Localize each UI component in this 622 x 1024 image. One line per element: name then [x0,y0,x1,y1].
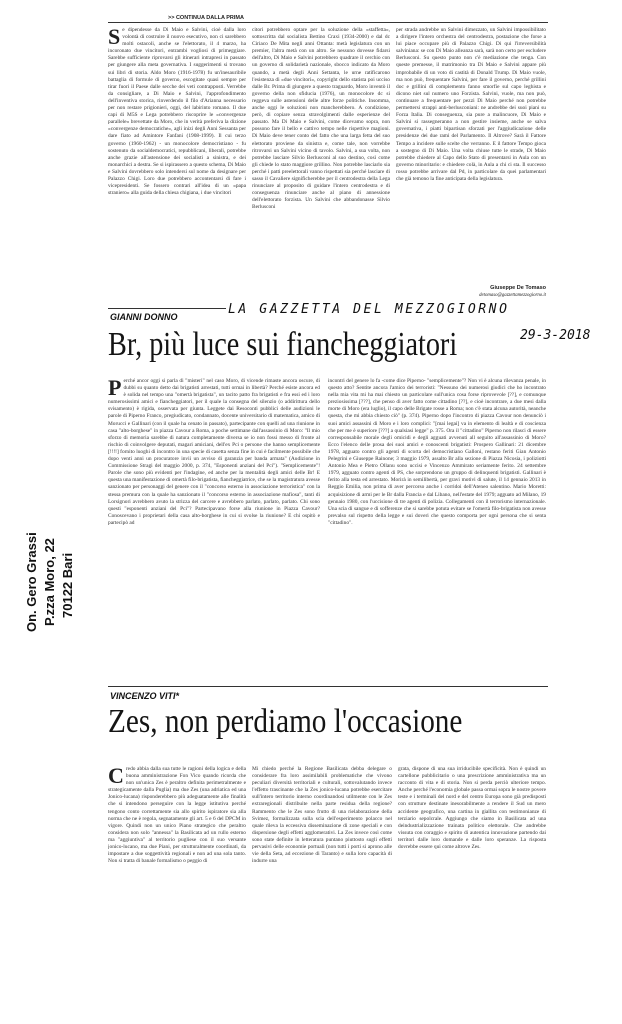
article-1-col-2-text: incontri del genere lo fa -come dice Piperno- "semplicemente"? Non vi è alcuna rilevanza penale, in questo atto? Sentite ancora l'amico dei terroristi: "Nessuno dei numerosi giudici che ho incontrato nella mia vita mi ha mai chiesto un particolare sull'unica cosa forse riprovevole [??], e comunque preziosissima [???], che penso di aver fatto come cittadino [??], e cioè incontrare, a due mesi dalla morte di Moro (era luglio), il capo delle Brigate rosse a Roma; non c'è stata alcuna autorità, neanche questa, che mi abbia chiesto ciò" (p. 374). Piperno dopo l'incontro di piazza Cavour non denunciò i suoi amici assassini di Moro e i loro complici: "[mai legai] va in elemento di lealtà e di coscienza che per me è superiore [???] a qualsiasi legge" p. 375. Ora il "cittadino" Piperno non rilasci di essere corresponsabile morale degli omicidi e degli agguati avvenuti all seguito all'assassinio di Moro? Ecco l'elenco delle prosa dei suoi amici e conoscenti brigatisti: Prospero Gallinari: 21 dicembre 1978, agguato contro gli agenti di scorta del democristiano Galloni, restano feriti Gian Antonio Pelegrini e Giuseppe Rainone; 3 maggio 1979, assalto Br alla sezione di Piazza Nicosia, i poliziotti Antonio Mea e Pietro Ollanu sono uccisi e Vincenzo Ammirato seriamente ferito. 24 settembre 1979, agguato contro agenti di PS, che sorprendono un gruppo di delinquenti brigatisti. Gallinari è ferito alla testa ed arrestato. Morirà in semilibertà, per gravi motivi di salute, il 14 gennaio 2013 in Reggio Emilia, non prima di aver percorso anche i corridoi dell'Ateneo salentino. Mario Moretti: acquisizione di armi per le Br dalla Francia e dal Libano, nell'estate del 1979; agguato ad Milano, 19 gennaio 1980, con l'uccisione di tre agenti di polizia. Collegamenti con il terrorismo internazionale. Una scia di sangue e di sofferenze che si sarebbe potuta evitare se l'omertà filo-brigatista non avesse prevalso sul rispetto della legge e sui doveri che questo comporta per ogni persona che si senta "cittadino". [328,378,546,526]
handwritten-date: 29-3-2018 [520,328,591,343]
article-2-col-1 [108,766,246,1014]
top-article-col-2-text: citori potrebbero optare per la soluzione della «staffetta», sottoscritta dal socialista Bettino Craxi (1934-2000) e dal dc Ciriaco De Mita negli anni Ottanta: metà legislatura con un premier, l'altra metà con un altro. Se nessuno dovesse fidarsi dell'altro, Di Maio e Salvini potrebbero quadrare il cerchio con un governo di solidarietà nazionale, sbocco indicato da Moro quando, a metà degli Anni Settanta, le urne ratificarono l'esistenza di «due vincitori», copyright dello statista poi ucciso dalle Br. Prima di giungere a questo traguardo, Moro inventò il governo della non sfiducia (1976), un monocolore dc si reggeva sulle astensioni delle altre forze politiche. Insomma, anche oggi le soluzioni non mancherebbero. A condizione, però, di copiare senza stravolgimenti dalle esperienze del passato. Ma Di Maio e Salvini, come dicevamo sopra, non possono fare il bello e cattivo tempo nelle rispettive magioni. Di Maio deve tener conto del fatto che una larga fetta del suo elettorato proviene da sinistra e, come tale, non vorrebbe ritrovarsi un Salvini vicino di tavolo. Salvini, a sua volta, non potrebbe lasciare Silvio Berlusconi al suo destino, così come gli chiede lo stato maggiore grillino. Non potrebbe lasciarlo sia perché i patti preelettorali vanno rispettati sia perché lasciare di sasso il Cavaliere significherebbe per il centrodestra della Lega rinunciare al proposito di guidare l'intero centrodestra e di conseguenza rinunciare anche al piano di annessione dell'elettorato forzista. Un Salvini che abbandonasse Silvio Berlusconi [252,27,390,211]
article-1-headline: Br, più luce sui fiancheggiatori [108,326,458,363]
top-article-col-1 [108,27,246,299]
top-article-col-2 [252,27,390,299]
dropcap: S [108,27,121,49]
article-1-col-1-text: erché ancor oggi si parla di "misteri" nel caso Moro, di vicende rimaste ancora oscure, di dubbi su quanto detto dai brigatisti arrestati, tutti ormai in libertà? Perché esiste ancora ed è solida nel tempo una "omertà brigatista", un tacito patto fra brigatisti e fra essi ed i loro numerosissimi amici e fiancheggiatori, per il quale la consegna del silenzio (o addirittura dello svisamento) è rigida, osservata per giunta. Leggete dai Resoconti pubblici delle audizioni le parole di Piperno Franco, pregiudicato, condannato, docente universitario di matematica, amico di Morucci e Gallinari (con il quale ha cenato in passato), partecipante con quelli ad una riunione in casa "alto-borghese" in piazza Cavour a Roma, a poche settimane dall'assassinio di Moro: "Il mio sforzo di memoria sarebbe di natura completamente diversa se io non fossi messo di fronte al rischio di coinvolgere deputati, magari amiciani, dell'ex Pci o persone che hanno semplicemente [!!!!] fornito luoghi di incontro in una specie di casetta senza fine in cui è facilmente possibile che dopo venti anni un procuratore invii un avviso di garanzia per banda armata" (Audizione in Commissione Stragi del maggio 2000, p. 374, "Esponenti anziani del Pci"). "Semplicemente"! Parole che sono più evidenti per l'indagine, ed anche per la mentalità degli amici delle Br! E questa una manifestazione di omertà filo-brigatista, fiancheggiatrice, che se la magistratura avesse sanzionato per personaggi del genere con il "concorso esterno in associazione terroristica" con la stessa premura con la quale ha sanzionato il "concorso esterno in associazione mafiosa", tanti di Lorsignori avrebbero avuto la strizza del carcere e avrebbero parlato, parlato, parlato. Chi sono questi "esponenti anziani del Pci"? Partecipavano forse alla riunione in Piazza Cavour? Conoscevano i proprietari della casa alto-borghese in cui si svolse la riunione? E chi ospitò e partecipò ad [108,378,320,526]
dropcap: C [108,766,124,788]
top-article-author: Giuseppe De Tomaso [490,285,546,291]
top-article-col-3 [396,27,546,282]
article-2-author: VINCENZO VITI* [110,691,180,701]
stamp-city: 70122 Bari [60,552,75,618]
stamp-name: On. Gero Grassi [24,532,39,632]
sender-stamp [20,330,108,650]
top-article-col-1-text: e dipendesse da Di Maio e Salvini, cioè dalla loro volontà di costruire il nuovo esecutivo, non ci sarebbero molti ostacoli, anche se l'elettorato, il 4 marzo, ha incoronato due vincitori, entrambi vogliosi di primeggiare. Sarebbe sufficiente riprovarsi gli itinerari intrapresi in passato per giungere alla meta governativa. I suggerimenti si trovano sui libri di storia. Aldo Moro (1916-1978) fu un'inesauribile battaglia di formule di governo, escogitate quasi sempre per tirar fuori il Paese dalle secche dei veti contrapposti. Verrebbe da consigliare, a Di Maio e Salvini, l'approfondimento dell'inventiva storica, rinverdendo il filo d'Arianna necessario per non restare prigionieri, oggi, del labirinto romano. Il due capi di M5S e Lega potrebbero riscoprire le «convergenze parallele» brevettate da Moro, che in verità preferiva la dizione «convergenze democratiche», agli inizi degli Anni Sessanta per dare fiato ad Amintore Fanfani (1908-1999). Il cui terzo governo (1960-1962) - un monocolore democristiano - fu sostenuto da socialdemocratici, repubblicani, liberali, potrebbe anche grazie all'astensione dei socialisti a sinistra, e dei monarchici a destra. Se si ispirassero a questo schema, Di Maio e Salvini dovrebbero solo intendersi sul nome da designare per Palazzo Chigi. Loro due potrebbero accontentarsi di fare i vicepresidenti. Se fossero contrari all'idea di un «papa straniero» alla guida della chiesa chigiana, i due vincitori [108,27,246,197]
article-1-col-1 [108,378,320,676]
stamp-street: P.zza Moro, 22 [42,538,57,626]
article-2-col-2 [252,766,392,1014]
article-2-col-3-text: grata, dispone di una sua irriducibile specificità. Non è quindi un cartellone pubblicitario o una prescrizione amministrativa ma un racconto di vita e di storia. Non si perda perciò ulteriore tempo. Anche perché l'economia globale passa ormai sopra le nostre povere teste e i terminali del nord e del centro Europa sono già predisposti con strutture destinate inesorabilmente a rendere il Sud un mero accidente geografico, una cartina in giallita con testimonianze di terziario sepolcrale. Aggiungo che siamo in Basilicata ad una deindustrializzazione trainata politico elettorale. Che andrebbe vissuta con coraggio e spirito di autentica innovazione partendo dai territori dalle loro domande e dalle loro speranze. La risposta dovrebbe essere qui come altrove Zes. [398,766,546,851]
article-2-headline: Zes, non perdiamo l'occasione [108,703,463,740]
article-1-col-2 [328,378,546,676]
top-article-email: detomaso@gazzettamezzogiorno.it [479,293,546,298]
handwritten-masthead: LA GAZZETTA DEL MEZZOGIORNO [228,302,510,317]
article-2-col-3 [398,766,546,1014]
article-1-author: GIANNI DONNO [110,312,178,322]
top-article-col-3-text: per strada andrebbe un Salvini dimezzato, un Salvini impossibilitato a dirigere l'intero orchestra del centrodestra, postazione che forse a lui piace occupare più di Palazzo Chigi. Di qui l'irreversibilità salviniana: se con Di Maio alleanza sarà, sarà non certo per escludere Berlusconi. Su questo punto non c'è mediazione che tenga. Con queste premesse, il matrimonio tra Di Maio e Salvini appare più improbabile di un voto di castità di Donald Trump. Di Maio vuole, ma non può, frequentare Salvini, per fare il governo, perché grillini doc e grillini di complemento fanno smorfie sul capo leghista e dicono niet sul numero uno Forzista. Salvini, vuole, ma non può, continuare a frequentare per pezzi Di Maio perché non potrebbe permettersi strappi anti-berlusconiani: ne andrebbe dei suoi piani su Forza Italia. Di conseguenza, sia pure a malincuore, Di Maio e Salvini si rassegneranno a non gestire insieme, anche se salva governativa, i piatti bipartisan sforzati per l'aggiudicazione delle presidenze dei due rami del Parlamento. Il Altrove? Sarà il Fattore Tempo a incidere sulle scelte che verranno. E il fattore Tempo gioca a sostegno di Di Maio. Una volta chiuse tutte le strade, Di Maio potrebbe chiedere al Capo dello Stato di presentarsi in Aula con un governo minoritario: e chiedere colà, in Aula a chi ci sta. Il successo rosso potrebbe arrivare dal Pd, in particolare da quei parlamentari che già temono la fine anticipata della legislatura. [396,27,546,182]
continued-label: >> CONTINUA DALLA PRIMA [168,15,244,21]
dropcap: P [108,378,122,400]
article-2-col-2-text: Mi chiedo perché la Regione Basilicata debba delegare o considerare fra loro assimilabili problematiche che vivono peculiari diversità territoriali e culturali, sottovalutando invece l'effetto trascinante che la Zes jonico-lucana potrebbe esercitare sull'intero territorio interno coordinandosi utilmente con le Zes extraregionali distribuite nella parte residua della regione? Rammento che le Zes sono frutto di una rielaborazione della Svimez, formalizzata sulla scia dell'esperimento polacco nel quale rileva la eccessiva disseminazione di zone speciali e con dispersione degli effetti agglomerativi. La Zes invece così come sono state definite in letteratura puntano piuttosto sugli effetti pervasivi delle economie portuali (non tutti i porti si aprono alle vie della Seta, ad eccezione di Taranto) e sulla loro capacità di indurre una [252,766,392,865]
article-1-top-rule [108,308,226,309]
article-2-top-rule [108,686,548,687]
article-2-col-1-text: redo abbia dalla sua tutte le ragioni della logica e della buona amministrazione Fon Vico quando ricorda che non un'unica Zes è peraltro definita perimetralmente e strategicamente dalla Puglia) ma due Zes (una adriatica ed una Jonico-lucana) risponderebbero più adeguatamente alle finalità che si intendono perseguire con la legge istitutiva perché tengono conto correttamente sia allo spirito ispiratore sia alla norma che ne è regola, segnatamente gli art. 5 e 6 del DPCM in vigore. Quindi non un unico Piano strategico che peraltro considera non solo "annessa" la Basilicata ad un rullo esterno ma "aggiuntiva" al territorio pugliese con il suo versante jonico-lucano, ma due Piani, per strutturalmente coordinati, da impostare a due soggettività regionali e non ad una sola tanto. Non si tratta di banale formalismo o peggio di [108,766,246,865]
top-rule [108,22,548,23]
